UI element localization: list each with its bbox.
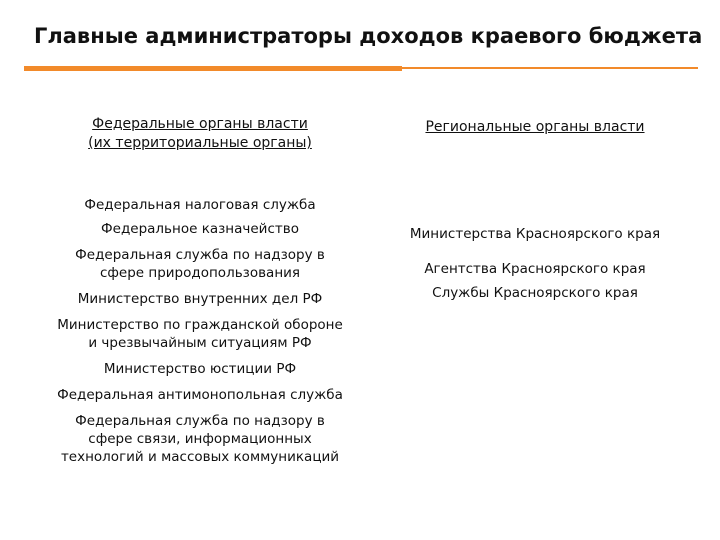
federal-agency-item: Министерство внутренних дел РФ [77,291,323,307]
federal-agency-item: Министерство по гражданской обороне и чрезвычайным ситуациям РФ [57,317,343,351]
title-underline-thick [24,66,402,71]
regional-agency-item: Службы Красноярского края [432,285,638,301]
regional-agencies-list [380,225,690,319]
federal-agency-item: Федеральное казначейство [101,221,299,237]
title-underline-thin [402,67,698,69]
federal-agency-item: Федеральная служба по надзору в сфере природопользования [75,247,325,281]
federal-agencies-list [40,196,360,474]
slide-title: Главные администраторы доходов краевого бюджета [34,24,703,48]
federal-column-heading: Федеральные органы власти (их территориальные органы) [88,116,312,151]
federal-agency-item: Федеральная служба по надзору в сфере связи, информационных технологий и массовых коммуникаций [60,413,340,465]
regional-agency-item: Агентства Красноярского края [424,261,646,277]
federal-agency-item: Федеральная налоговая служба [84,197,316,213]
federal-agency-item: Федеральная антимонопольная служба [57,387,343,403]
regional-agency-item: Министерства Красноярского края [409,226,661,242]
federal-agency-item: Министерство юстиции РФ [103,361,297,377]
title-underline [24,66,700,70]
regional-column-heading: Региональные органы власти [425,119,645,135]
